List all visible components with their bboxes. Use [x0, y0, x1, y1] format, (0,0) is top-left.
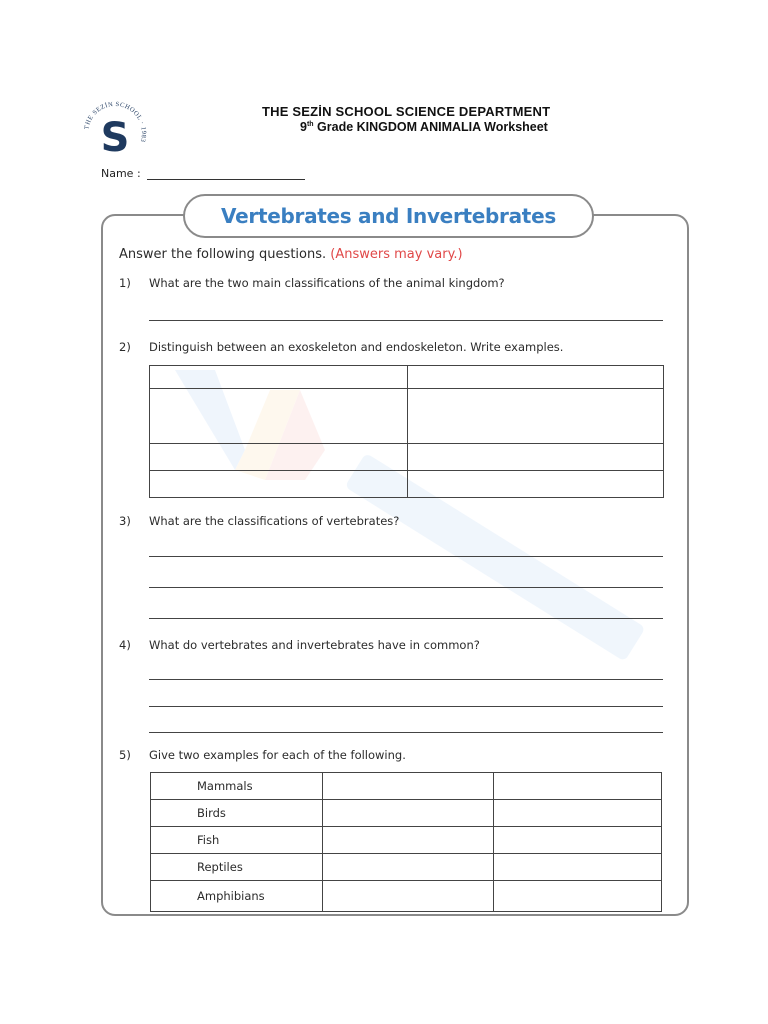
worksheet-title: Vertebrates and Invertebrates — [221, 204, 556, 228]
school-title: THE SEZİN SCHOOL SCIENCE DEPARTMENT — [262, 104, 551, 119]
table-cell[interactable] — [323, 881, 494, 912]
skeleton-comparison-table — [149, 365, 664, 498]
logo-ring-text: THE SEZİN SCHOOL · 1983 — [83, 100, 148, 144]
question-number: 2) — [119, 340, 131, 354]
worksheet-title-banner — [183, 194, 594, 238]
answer-line[interactable] — [149, 587, 663, 588]
table-cell[interactable] — [150, 444, 408, 471]
answer-line[interactable] — [149, 732, 663, 733]
table-row — [151, 881, 662, 912]
table-row — [151, 773, 662, 800]
question-text: Give two examples for each of the following. — [149, 748, 406, 762]
name-field[interactable] — [101, 167, 305, 180]
table-cell[interactable] — [494, 827, 662, 854]
answer-line[interactable] — [149, 556, 663, 557]
table-row — [151, 800, 662, 827]
table-cell[interactable] — [408, 389, 664, 444]
table-cell[interactable] — [323, 854, 494, 881]
table-row — [151, 854, 662, 881]
question-number: 1) — [119, 276, 131, 290]
question-text: What are the classifications of vertebrates? — [149, 514, 400, 528]
table-cell[interactable] — [494, 773, 662, 800]
row-label-mammals: Mammals — [151, 773, 323, 800]
question-text: What are the two main classifications of the animal kingdom? — [149, 276, 505, 290]
row-label-fish: Fish — [151, 827, 323, 854]
name-blank-line[interactable] — [147, 169, 305, 180]
table-cell[interactable] — [150, 389, 408, 444]
row-label-birds: Birds — [151, 800, 323, 827]
table-row — [151, 827, 662, 854]
answer-line[interactable] — [149, 679, 663, 680]
question-number: 5) — [119, 748, 131, 762]
instructions: Answer the following questions. (Answers may vary.) — [119, 247, 463, 262]
answer-line[interactable] — [149, 706, 663, 707]
answer-line[interactable] — [149, 320, 663, 321]
question-number: 4) — [119, 638, 131, 652]
table-cell[interactable] — [408, 471, 664, 498]
row-label-amphibians: Amphibians — [151, 881, 323, 912]
animal-examples-table — [150, 772, 662, 912]
question-text: Distinguish between an exoskeleton and endoskeleton. Write examples. — [149, 340, 564, 354]
instruction-note: (Answers may vary.) — [330, 247, 463, 262]
table-cell[interactable] — [494, 800, 662, 827]
school-logo — [80, 98, 150, 168]
table-cell[interactable] — [150, 471, 408, 498]
table-cell[interactable] — [494, 881, 662, 912]
table-cell[interactable] — [494, 854, 662, 881]
answer-line[interactable] — [149, 618, 663, 619]
table-cell[interactable] — [323, 827, 494, 854]
question-text: What do vertebrates and invertebrates have in common? — [149, 638, 480, 652]
logo-letter: S — [100, 115, 130, 161]
table-cell[interactable] — [323, 773, 494, 800]
table-cell[interactable] — [150, 366, 408, 389]
grade-line: 9th Grade KINGDOM ANIMALIA Worksheet — [300, 120, 548, 134]
row-label-reptiles: Reptiles — [151, 854, 323, 881]
table-cell[interactable] — [408, 444, 664, 471]
question-number: 3) — [119, 514, 131, 528]
table-cell[interactable] — [408, 366, 664, 389]
table-cell[interactable] — [323, 800, 494, 827]
name-label: Name : — [101, 167, 141, 180]
